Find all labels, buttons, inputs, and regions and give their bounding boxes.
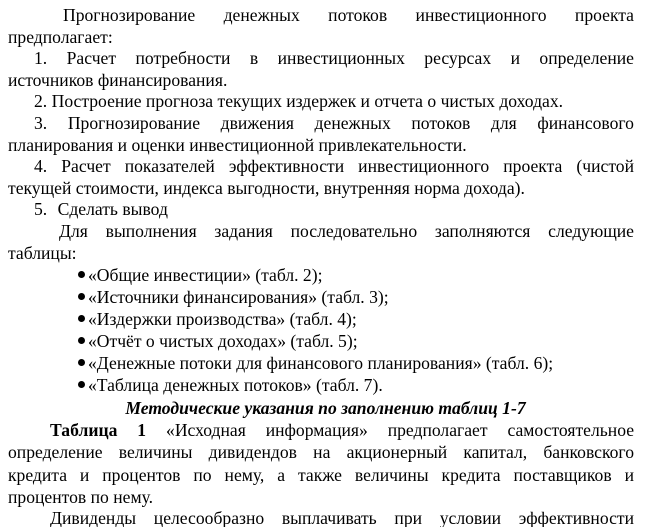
step-5-line-1: Сделать вывод xyxy=(57,199,168,219)
step-2 xyxy=(34,90,563,112)
step-3-line-2: планирования и оценки инвестиционной привлекательности. xyxy=(8,135,467,156)
step-4-line-1: Расчет показателей эффективности инвестиционного проекта (чистой xyxy=(61,156,634,176)
step-3 xyxy=(8,112,634,157)
step-4-number: 4. xyxy=(34,156,48,176)
step-1-number: 1. xyxy=(34,48,48,68)
table1-line-3: кредита и процентов по нему, а также величины кредита поставщиков и xyxy=(8,464,634,485)
bullet-item-5: «Денежные потоки для финансового планирования» (табл. 6); xyxy=(78,352,553,374)
intro-paragraph xyxy=(8,4,634,49)
bullet-item-6: «Таблица денежных потоков» (табл. 7). xyxy=(78,374,383,396)
table1-line-4: процентов по нему. xyxy=(8,487,154,508)
bullet-icon xyxy=(78,337,85,344)
step-4 xyxy=(8,155,634,200)
bullet-item-4: «Отчёт о чистых доходах» (табл. 5); xyxy=(78,330,358,352)
step-2-line-1: Построение прогноза текущих издержек и отчета о чистых доходах. xyxy=(51,91,564,111)
table1-paragraph xyxy=(8,419,634,509)
table1-line-2: определение величины дивидендов на акционерный капитал, банковского xyxy=(8,442,634,463)
tables-intro-line-1: Для выполнения задания последовательно заполняются следующие xyxy=(59,221,634,241)
step-1-line-1: Расчет потребности в инвестиционных ресурсах и определение xyxy=(66,48,634,68)
bullet-icon xyxy=(78,381,85,388)
bullet-item-2: «Источники финансирования» (табл. 3); xyxy=(78,286,389,308)
tables-intro-paragraph xyxy=(8,220,634,265)
step-2-number: 2. xyxy=(34,91,48,111)
table1-line-1: «Исходная информация» предполагает самостоятельное xyxy=(166,420,635,440)
bullet-icon xyxy=(78,271,85,278)
step-5 xyxy=(34,198,168,220)
dividends-line-1: Дивиденды целесообразно выплачивать при условии эффективности xyxy=(50,508,634,527)
section-heading: Методические указания по заполнению таблиц 1-7 xyxy=(125,398,526,418)
step-3-line-1: Прогнозирование движения денежных потоков для финансового xyxy=(67,113,634,133)
bullet-item-1: «Общие инвестиции» (табл. 2); xyxy=(78,264,322,286)
table1-label: Таблица 1 xyxy=(50,420,147,440)
intro-line-2: предполагает: xyxy=(8,27,113,48)
dividends-paragraph xyxy=(8,507,634,527)
bullet-icon xyxy=(78,315,85,322)
bullet-icon xyxy=(78,359,85,366)
step-1-line-2: источников финансирования. xyxy=(8,70,228,91)
step-5-number: 5. xyxy=(34,199,48,219)
bullet-item-3: «Издержки производства» (табл. 4); xyxy=(78,308,357,330)
step-4-line-2: текущей стоимости, индекса выгодности, внутренняя норма дохода). xyxy=(8,178,525,199)
tables-intro-line-2: таблицы: xyxy=(8,243,77,264)
bullet-icon xyxy=(78,293,85,300)
intro-line-1: Прогнозирование денежных потоков инвестиционного проекта xyxy=(63,5,634,25)
step-3-number: 3. xyxy=(34,113,48,133)
step-1 xyxy=(8,47,634,92)
